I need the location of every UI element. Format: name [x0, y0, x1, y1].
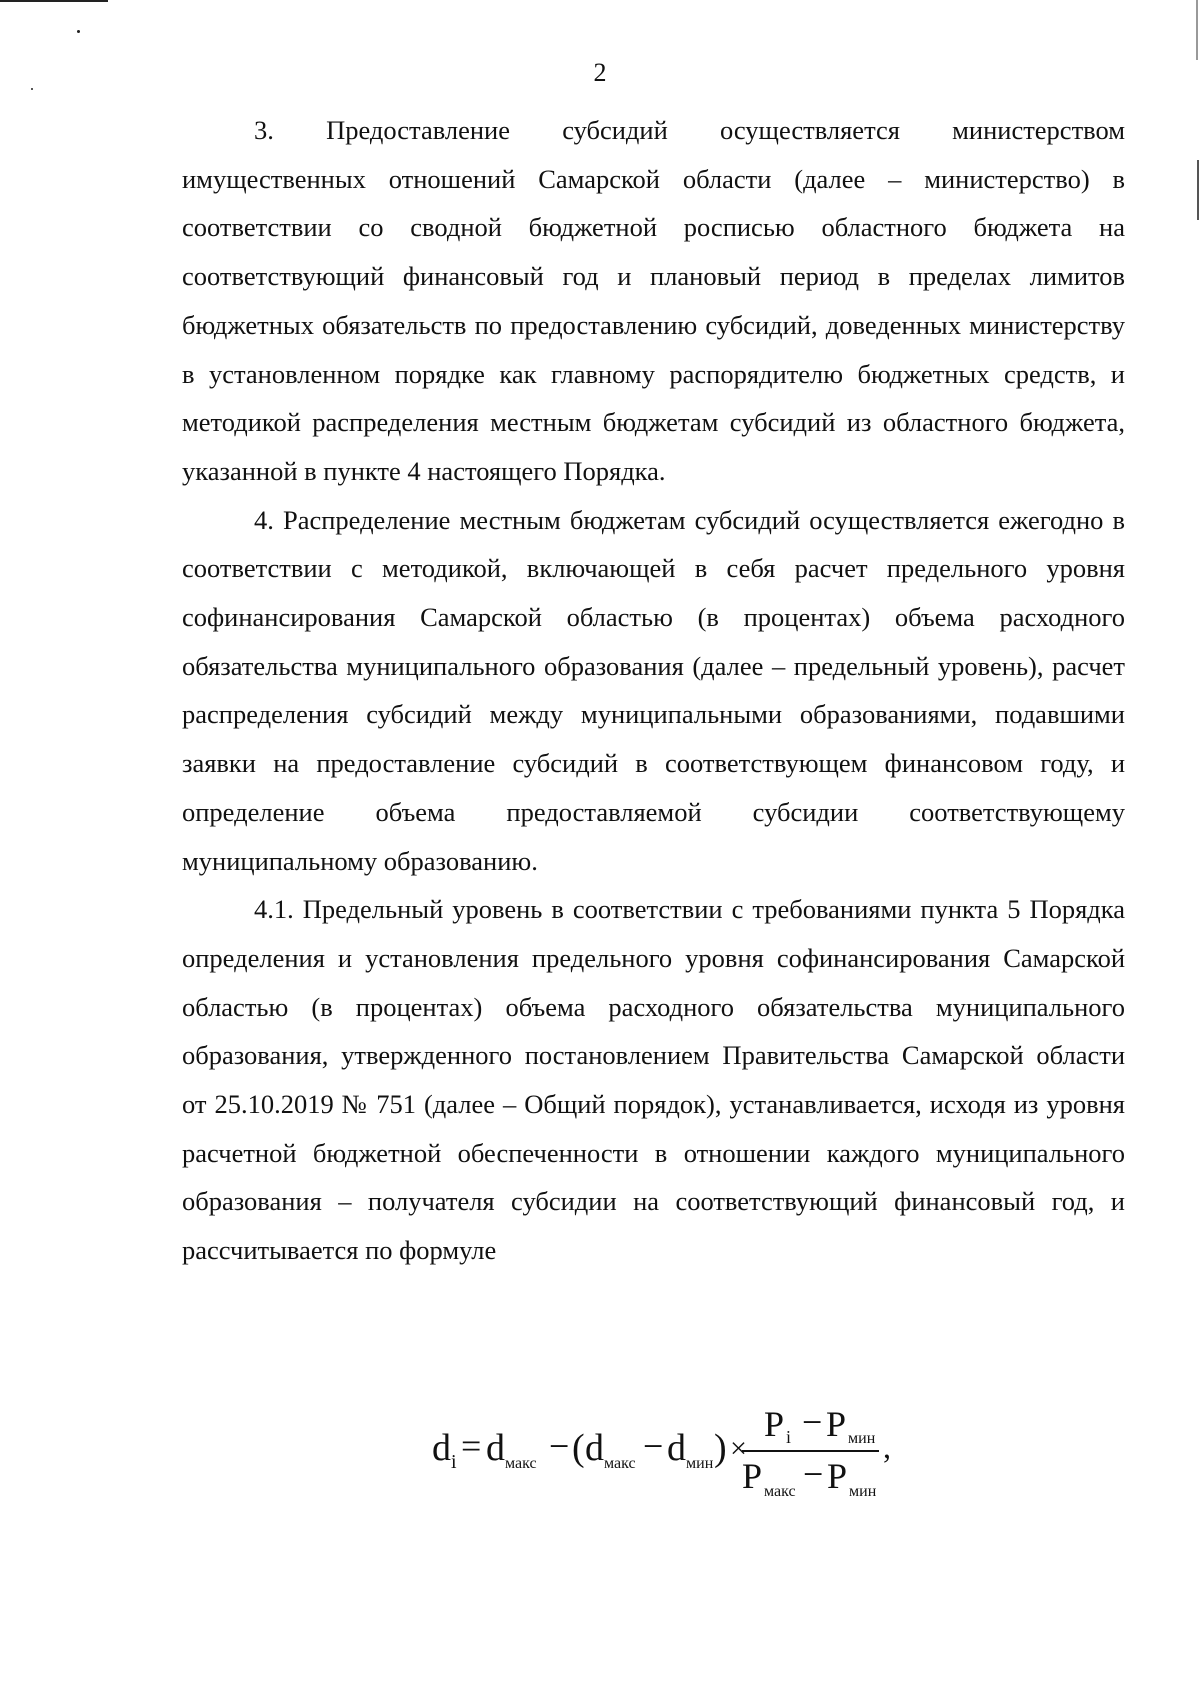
formula-minus: − — [803, 1454, 824, 1494]
scan-edge-line — [1196, 0, 1198, 60]
paragraph-4: 4. Распределение местным бюджетам субсидий осуществляется ежегодно в соответствии с методикой, включающей в себя расчет предельного уровня софинансирования Самарской областью (в процентах) объема расходного обязательства муниципального образования (далее – предельный уровень), расчет распределения субсидий между муниципальными образованиями, подавшими заявки на предоставление субсидий в соответствующем финансовом году, и определение объема предоставляемой субсидии соответствующему муниципальному образованию. — [182, 504, 1125, 876]
formula — [430, 1396, 950, 1516]
page-number: 2 — [593, 58, 607, 87]
formula-equals: = — [461, 1426, 482, 1466]
formula-comma: , — [883, 1429, 891, 1465]
formula-sub-min: мин — [848, 1430, 876, 1447]
formula-P: P — [827, 1456, 848, 1496]
formula-sub-min: мин — [686, 1455, 714, 1472]
formula-open-paren: ( — [572, 1427, 585, 1469]
formula-close-paren: ) — [714, 1427, 727, 1469]
scan-dot — [31, 88, 33, 90]
formula-minus: − — [643, 1426, 664, 1466]
formula-P: P — [764, 1404, 785, 1444]
body-text — [182, 106, 1125, 1275]
scan-border-line — [0, 0, 108, 2]
paragraph-3: 3. Предоставление субсидий осуществляется министерством имущественных отношений Самарской области (далее – министерство) в соответствии со сводной бюджетной росписью областного бюджета на соответствующий финансовый год и плановый период в пределах лимитов бюджетных обязательств по предоставлению субсидий, доведенных министерству в установленном порядке как главному распорядителю бюджетных средств, и методикой распределения местным бюджетам субсидий из областного бюджета, указанной в пункте 4 настоящего Порядка. — [182, 115, 1125, 486]
scan-dot — [77, 30, 80, 33]
formula-d: d — [585, 1427, 604, 1469]
formula-lhs: d — [432, 1427, 451, 1469]
formula-sub-max: макс — [764, 1483, 796, 1500]
formula-minus: − — [549, 1426, 570, 1466]
formula-minus: − — [802, 1402, 823, 1442]
formula-sub-max: макс — [505, 1455, 537, 1472]
formula-P: P — [826, 1404, 847, 1444]
formula-num-sub-i: i — [786, 1427, 792, 1447]
formula-sub-max: макс — [604, 1455, 636, 1472]
scan-edge-line — [1197, 160, 1199, 220]
formula-times: × — [730, 1432, 747, 1465]
formula-sub-min: мин — [849, 1483, 877, 1500]
formula-lhs-sub: i — [451, 1451, 457, 1473]
formula-d: d — [486, 1427, 505, 1469]
formula-d: d — [667, 1427, 686, 1469]
paragraph-4-1: 4.1. Предельный уровень в соответствии с требованиями пункта 5 Порядка определения и установления предельного уровня софинансирования Самарской областью (в процентах) объема расходного обязательства муниципального образования, утвержденного постановлением Правительства Самарской области от 25.10.2019 № 751 (далее – Общий порядок), устанавливается, исходя из уровня расчетной бюджетной обеспеченности в отношении каждого муниципального образования – получателя субсидии на соответствующий финансовый год, и рассчитывается по формуле — [182, 894, 1125, 1266]
formula-P: P — [742, 1456, 763, 1496]
